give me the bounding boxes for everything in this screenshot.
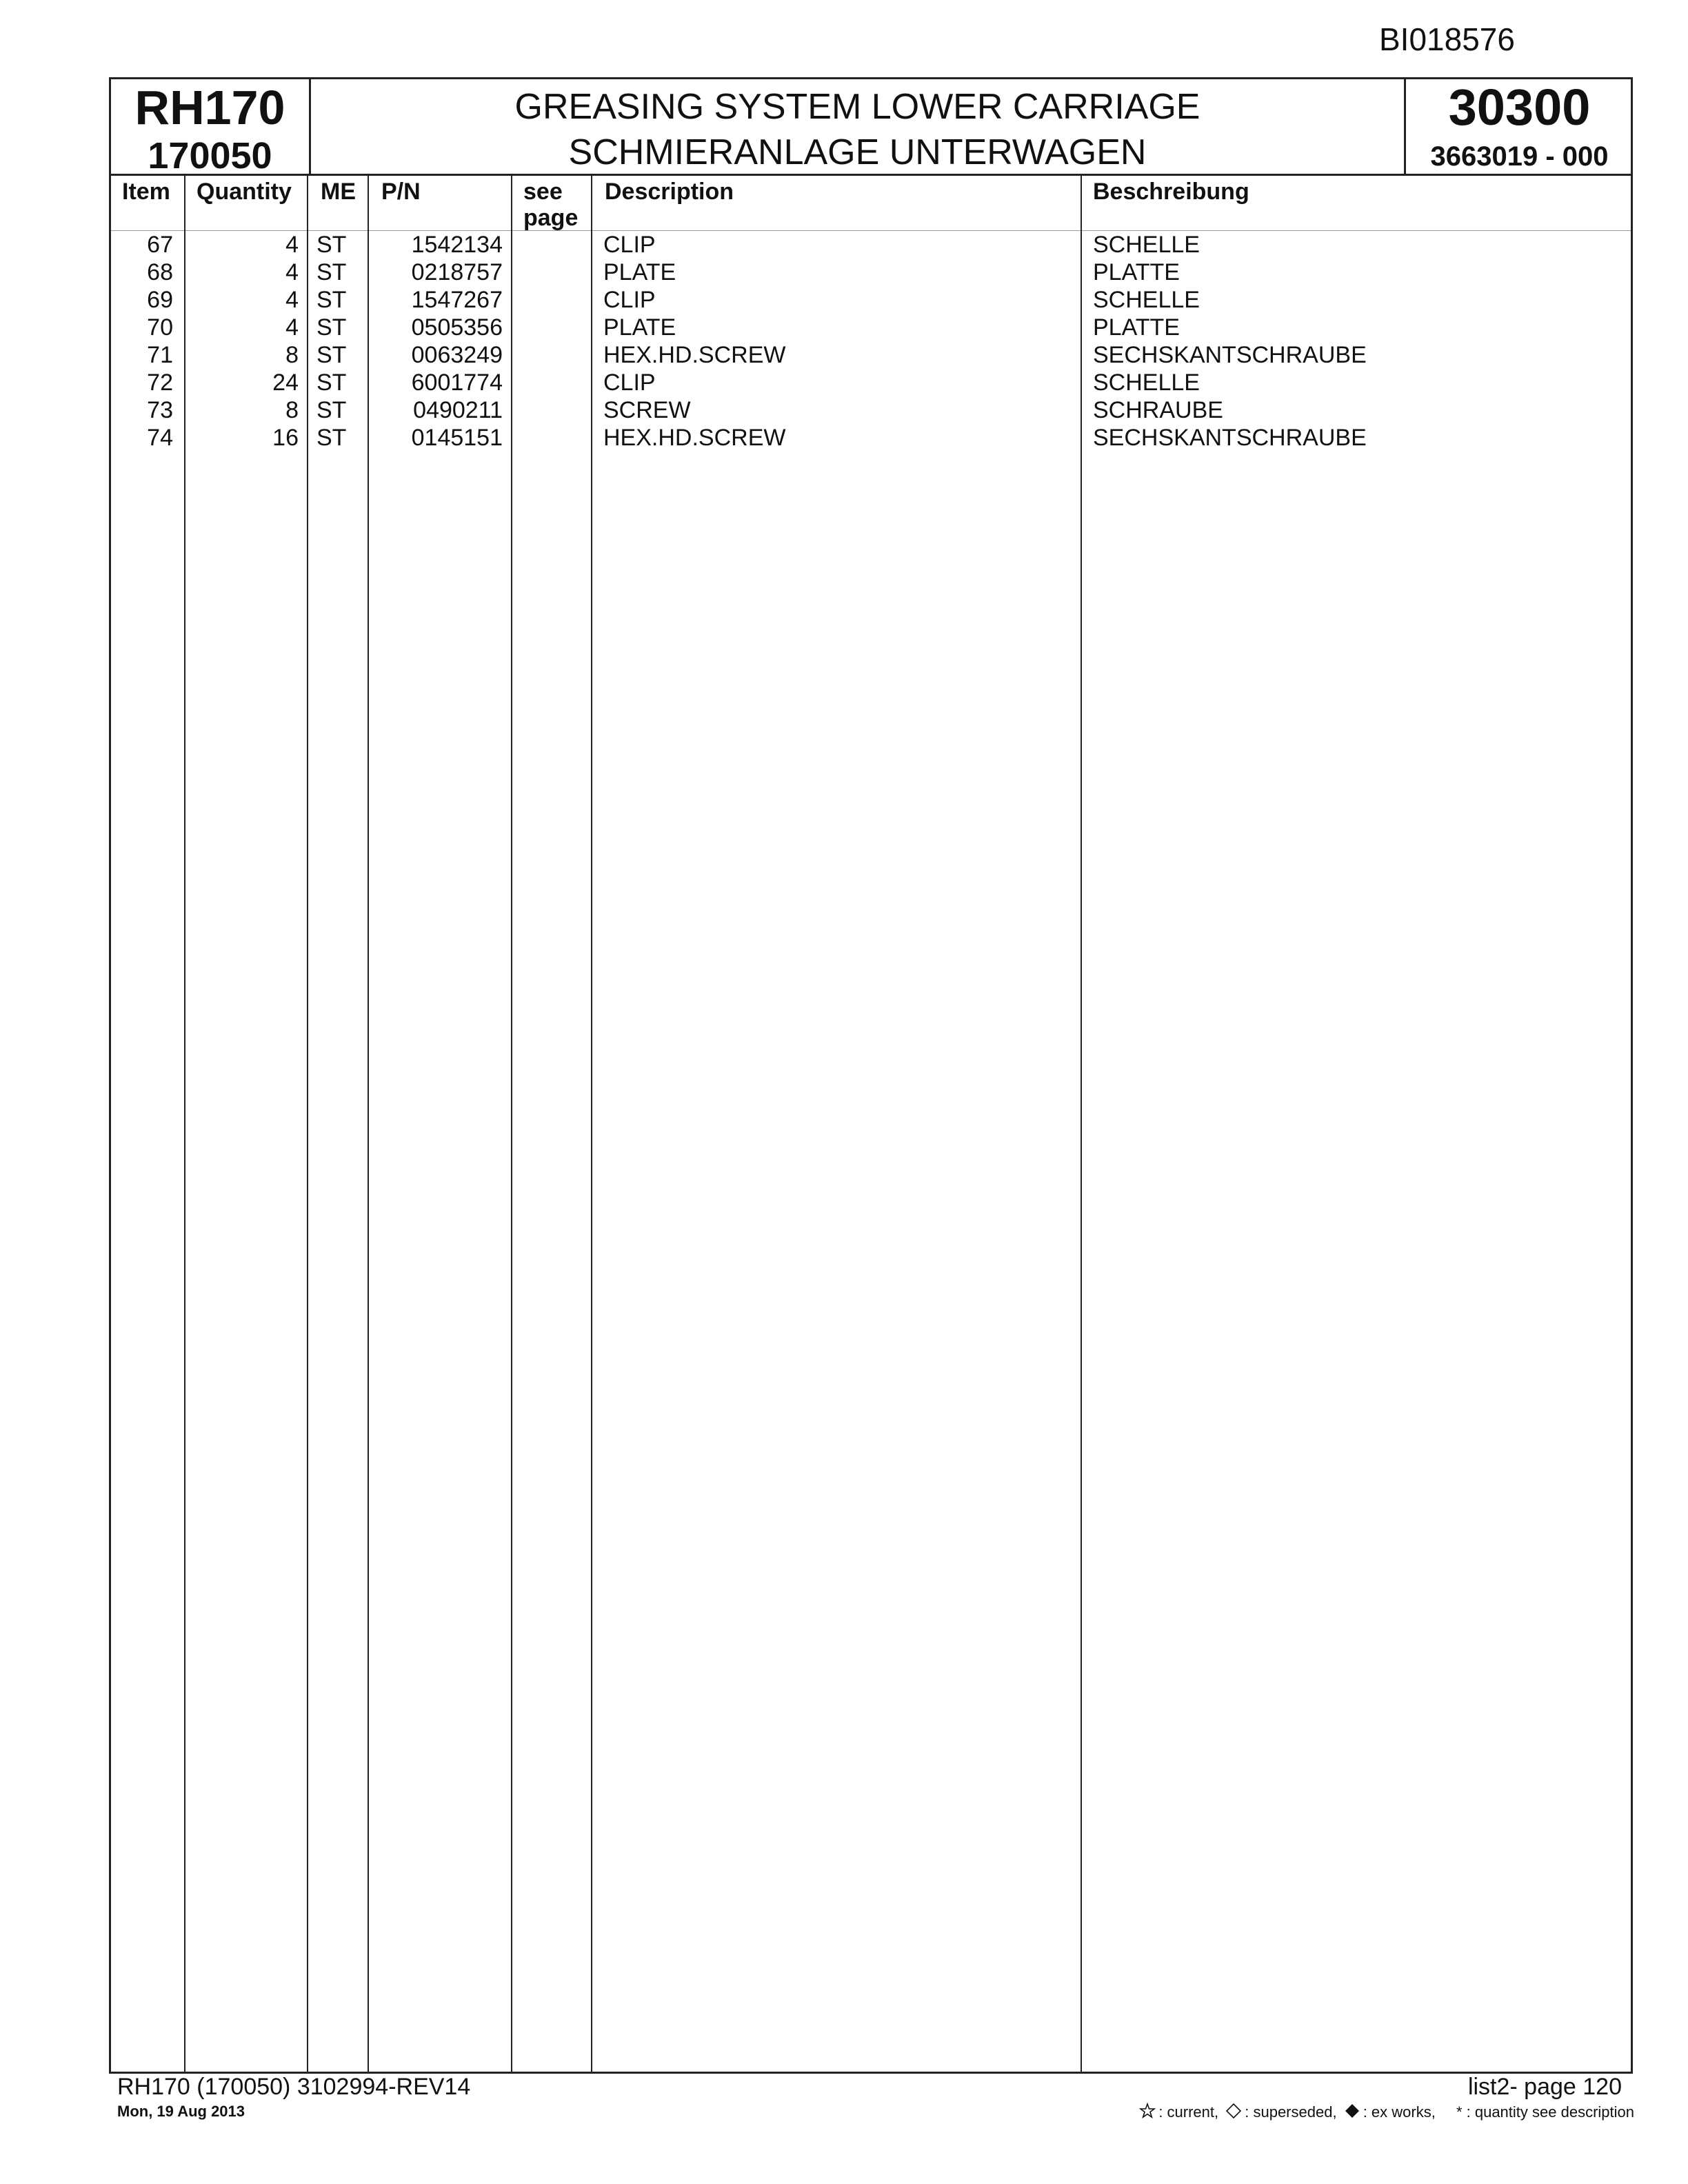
cell-description: HEX.HD.SCREW [603, 342, 786, 368]
col-header-me: ME [321, 179, 356, 205]
cell-pn: 0490211 [413, 397, 503, 423]
cell-pn: 0218757 [411, 259, 503, 285]
col-header-quantity: Quantity [197, 179, 292, 205]
cell-item: 67 [147, 232, 173, 258]
legend-superseded: : superseded, [1245, 2103, 1337, 2121]
column-divider [511, 176, 512, 2072]
col-header-beschreibung: Beschreibung [1093, 179, 1249, 205]
cell-item: 68 [147, 259, 173, 285]
cell-me: ST [316, 342, 347, 368]
cell-beschreibung: SCHELLE [1093, 370, 1200, 396]
table-row [111, 396, 1631, 424]
cell-description: SCREW [603, 397, 691, 423]
column-divider [591, 176, 592, 2072]
cell-item: 74 [147, 425, 173, 451]
serial-number: 170050 [148, 135, 272, 176]
col-header-see: see [523, 179, 563, 205]
legend-current: : current, [1158, 2103, 1219, 2121]
cell-pn: 1547267 [411, 287, 503, 313]
cell-quantity: 16 [272, 425, 299, 451]
cell-quantity: 4 [285, 314, 299, 341]
cell-quantity: 4 [285, 259, 299, 285]
column-divider [184, 176, 185, 2072]
cell-me: ST [316, 232, 347, 258]
group-block [1404, 79, 1633, 174]
table-row [111, 369, 1631, 396]
cell-item: 73 [147, 397, 173, 423]
model-block [111, 79, 311, 174]
model-number: RH170 [134, 81, 285, 134]
cell-item: 69 [147, 287, 173, 313]
cell-quantity: 8 [285, 397, 299, 423]
cell-pn: 6001774 [411, 370, 503, 396]
cell-pn: 0145151 [411, 425, 503, 451]
cell-quantity: 4 [285, 287, 299, 313]
column-divider [368, 176, 369, 2072]
cell-beschreibung: SECHSKANTSCHRAUBE [1093, 425, 1367, 451]
table-row [111, 231, 1631, 259]
col-header-pn: P/N [381, 179, 421, 205]
footer-date: Mon, 19 Aug 2013 [117, 2103, 245, 2120]
title-block [111, 79, 1631, 176]
legend-ex-works: : ex works, [1363, 2103, 1436, 2121]
cell-me: ST [316, 259, 347, 285]
footer-page-number: list2- page 120 [1467, 2074, 1622, 2100]
cell-beschreibung: SCHELLE [1093, 287, 1200, 313]
legend-quantity: * : quantity see description [1456, 2103, 1634, 2121]
cell-quantity: 4 [285, 232, 299, 258]
parts-table-body [111, 231, 1631, 452]
cell-description: PLATE [603, 314, 676, 341]
diamond-filled-icon [1344, 2103, 1360, 2123]
cell-pn: 0063249 [411, 342, 503, 368]
parts-list-sheet [109, 77, 1633, 2074]
table-row [111, 314, 1631, 341]
cell-description: CLIP [603, 287, 656, 313]
column-headers [111, 176, 1631, 231]
column-divider [1081, 176, 1082, 2072]
cell-description: PLATE [603, 259, 676, 285]
star-outline-icon [1139, 2103, 1156, 2123]
cell-quantity: 8 [285, 342, 299, 368]
cell-me: ST [316, 370, 347, 396]
cell-item: 71 [147, 342, 173, 368]
cell-me: ST [316, 425, 347, 451]
cell-me: ST [316, 314, 347, 341]
cell-description: CLIP [603, 370, 656, 396]
cell-pn: 1542134 [411, 232, 503, 258]
title-english: GREASING SYSTEM LOWER CARRIAGE [514, 87, 1200, 127]
footer-legend [1136, 2103, 1634, 2123]
cell-beschreibung: SCHRAUBE [1093, 397, 1223, 423]
cell-pn: 0505356 [411, 314, 503, 341]
table-row [111, 259, 1631, 286]
cell-me: ST [316, 397, 347, 423]
cell-me: ST [316, 287, 347, 313]
cell-beschreibung: PLATTE [1093, 259, 1180, 285]
col-header-description: Description [605, 179, 734, 205]
footer-document-ref: RH170 (170050) 3102994-REV14 [117, 2074, 471, 2100]
cell-description: CLIP [603, 232, 656, 258]
table-row [111, 286, 1631, 314]
drawing-reference: 3663019 - 000 [1430, 141, 1609, 172]
column-divider [307, 176, 308, 2072]
cell-item: 70 [147, 314, 173, 341]
col-header-page: page [523, 205, 579, 231]
col-header-item: Item [122, 179, 170, 205]
cell-quantity: 24 [272, 370, 299, 396]
document-id: BI018576 [1379, 21, 1515, 57]
cell-beschreibung: SECHSKANTSCHRAUBE [1093, 342, 1367, 368]
cell-description: HEX.HD.SCREW [603, 425, 786, 451]
cell-item: 72 [147, 370, 173, 396]
diamond-outline-icon [1225, 2103, 1242, 2123]
title-german: SCHMIERANLAGE UNTERWAGEN [568, 132, 1147, 172]
cell-beschreibung: PLATTE [1093, 314, 1180, 341]
cell-beschreibung: SCHELLE [1093, 232, 1200, 258]
title-center [311, 79, 1404, 174]
group-number: 30300 [1448, 79, 1591, 136]
table-row [111, 341, 1631, 369]
table-row [111, 424, 1631, 452]
